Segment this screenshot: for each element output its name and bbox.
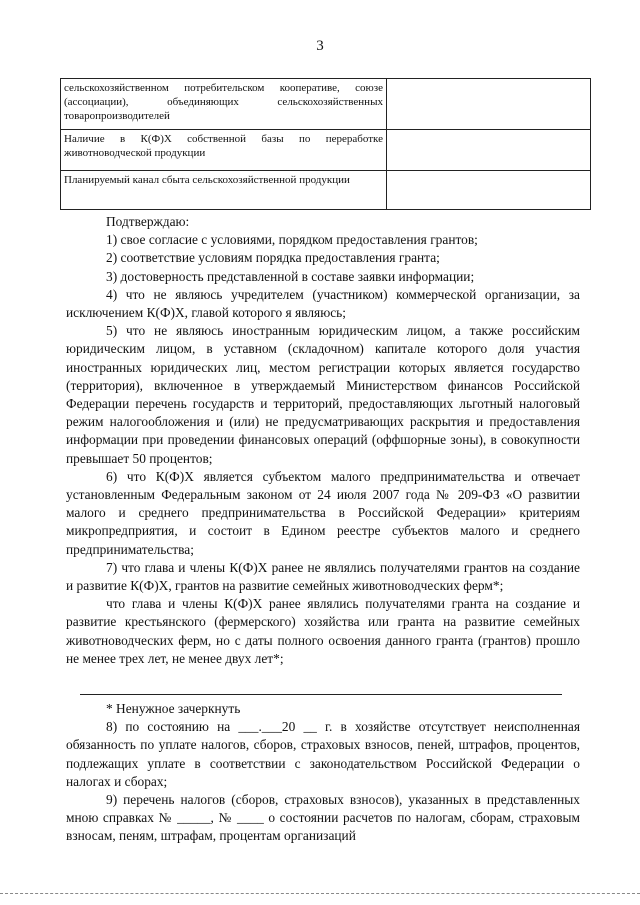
confirm-heading: Подтверждаю: [106,214,190,229]
confirm-item-8: 8) по состоянию на ___.___20 __ г. в хозяйстве отсутствует неисполненная обязанность по уплате налогов, сборов, страховых взносов, пеней, штрафов, процентов, подлежащих уплате в соответствии с законодательством Российской Федерации о налогах и сборах; [66,719,580,789]
table-cell-label: Наличие в К(Ф)Х собственной базы по переработке животноводческой продукции [61,130,387,171]
application-table [60,78,591,210]
footnote: * Ненужное зачеркнуть [106,701,241,716]
confirm-item-5: 5) что не являюсь иностранным юридическим лицом, а также российским юридическим лицом, в уставном (складочном) капитале которого доля участия иностранных юридических лиц, местом регистрации которых является государство (территория), включенное в утверждаемый Министерством финансов Российской Федерации перечень государств и территорий, предоставляющих льготный налоговый режим налогообложения и (или) не предусматривающих раскрытия и предоставления информации при проведении финансовых операций (оффшорные зоны), в совокупности превышает 50 процентов; [66,323,580,466]
table-row [61,130,591,171]
table-cell-label: Планируемый канал сбыта сельскохозяйственной продукции [61,171,387,210]
table-cell-value [386,171,590,210]
confirm-item-4: 4) что не являюсь учредителем (участником) коммерческой организации, за исключением К(Ф)Х, главой которого я являюсь; [66,286,580,321]
table-row [61,79,591,130]
confirmation-section [66,213,580,668]
table-cell-value [386,79,590,130]
confirm-item-7: 7) что глава и члены К(Ф)Х ранее не являлись получателями грантов на создание и развитие К(Ф)Х, грантов на развитие семейных животноводческих ферм*; [66,559,580,594]
confirm-item-1: 1) свое согласие с условиями, порядком предоставления грантов; [106,232,478,248]
footnote-divider [80,694,562,695]
table-cell-label: сельскохозяйственном потребительском кооперативе, союзе (ассоциации), объединяющих сельскохозяйственных товаропроизводителей [61,79,387,130]
confirm-item-7b: что глава и члены К(Ф)Х ранее являлись получателями гранта на создание и развитие крестьянского (фермерского) хозяйства или гранта на развитие семейных животноводческих ферм, но с даты полного освоения данного гранта (грантов) прошло не менее трех лет, не менее двух лет*; [66,596,580,666]
page-number: 3 [316,38,324,54]
confirmation-section-continued [66,700,580,846]
table-row [61,171,591,210]
confirm-item-2: 2) соответствие условиям порядка предоставления гранта; [106,250,440,266]
confirm-item-9: 9) перечень налогов (сборов, страховых взносов), указанных в представленных мною справках № _____, № ____ о состоянии расчетов по налогам, сборам, страховым взносам, пеням, штрафам, процентам организаций [66,792,580,844]
table-cell-value [386,130,590,171]
page-bottom-edge [0,893,640,894]
confirm-item-3: 3) достоверность представленной в составе заявки информации; [106,268,475,284]
confirm-item-6: 6) что К(Ф)Х является субъектом малого предпринимательства и отвечает установленным Федеральным законом от 24 июля 2007 года № 209-ФЗ «О развитии малого и среднего предпринимательства в Российской Федерации» критериям микропредприятия, и состоит в Едином реестре субъектов малого и среднего предпринимательства; [66,468,580,557]
